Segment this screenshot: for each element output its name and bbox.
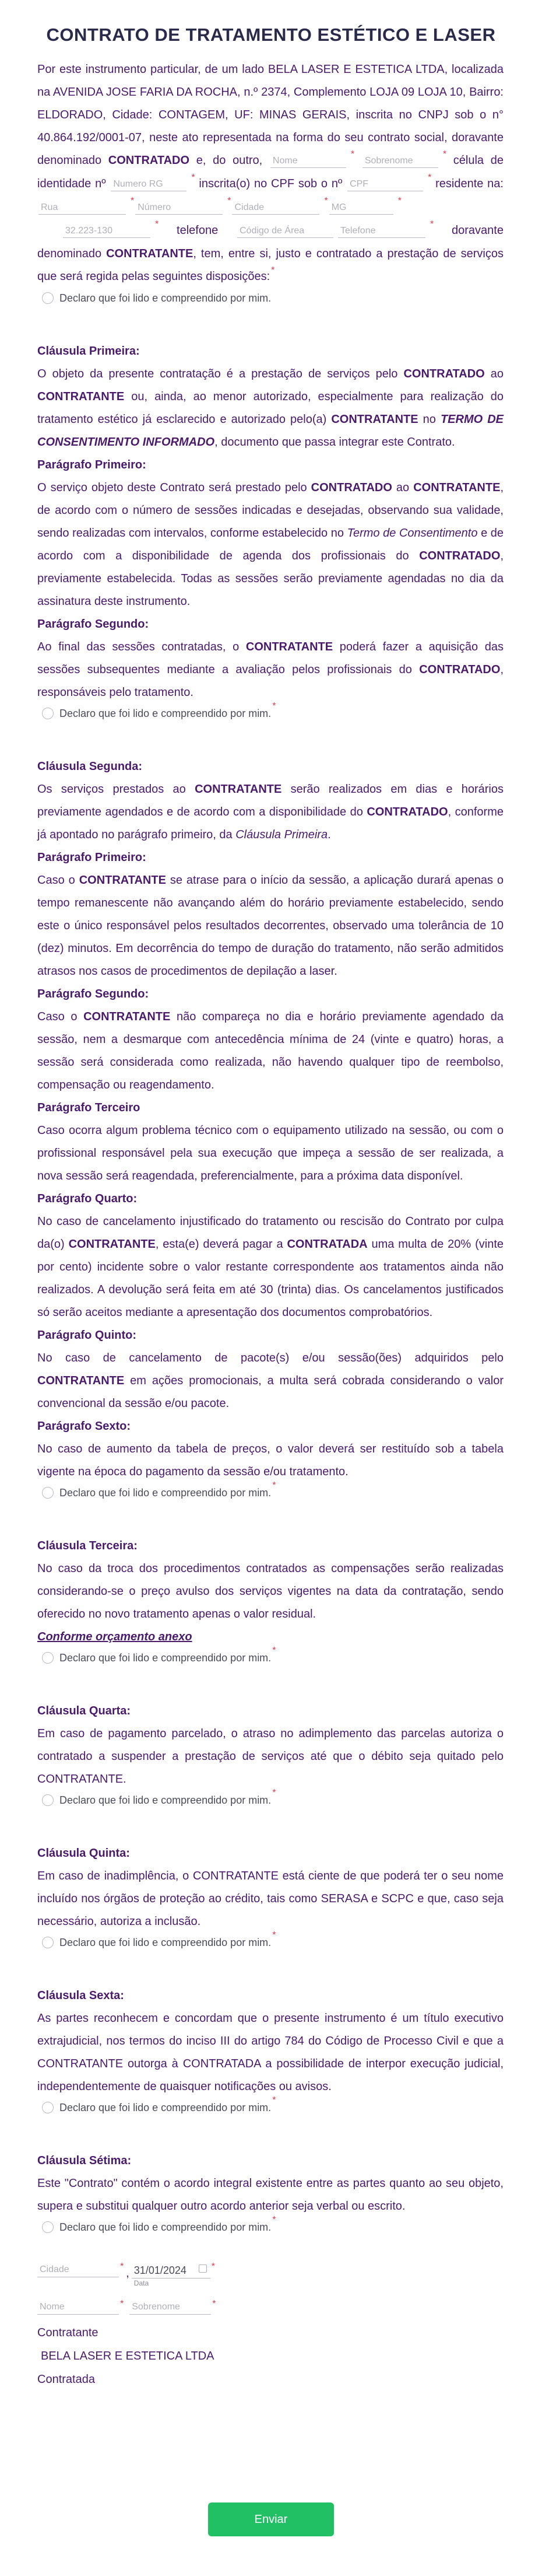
clause-5	[37, 1842, 504, 1951]
clause-7	[37, 2150, 504, 2235]
date-input[interactable]: 31/01/2024	[132, 2262, 210, 2278]
intro-text: célula de identidade nº	[37, 154, 504, 190]
date-label: Data	[133, 2279, 149, 2287]
check-radio[interactable]	[42, 2221, 54, 2233]
intro-text: residente na:	[431, 177, 504, 190]
paragraph-title: Parágrafo Terceiro	[37, 1101, 140, 1114]
check-radio[interactable]	[42, 1937, 54, 1948]
state-input[interactable]: MG	[329, 201, 393, 215]
check-radio[interactable]	[42, 708, 54, 719]
signature-block	[37, 2262, 504, 2390]
paragraph-title: Parágrafo Quinto:	[37, 1329, 137, 1342]
clause-text: O objeto da presente contratação é a prestação de serviços pelo CONTRATADO ao CONTRATANTE ou, ainda, ao menor autorizado, especialmente para realização do tratamento estético já esclarecido e autorizado pelo(a) CONTRATANTE no TERMO DE CONSENTIMENTO INFORMADO, documento que passa integrar este Contrato.	[37, 368, 504, 449]
zip-input[interactable]: 32.223-130	[63, 224, 150, 238]
check-radio[interactable]	[42, 1487, 54, 1499]
phone-input[interactable]: Telefone	[338, 224, 425, 238]
clause-title: Cláusula Terceira:	[37, 1539, 138, 1552]
submit-button[interactable]: Enviar	[208, 2502, 334, 2536]
paragraph-title: Parágrafo Segundo:	[37, 988, 149, 1000]
paragraph-title: Parágrafo Primeiro:	[37, 459, 146, 471]
check-clause-7[interactable]: Declaro que foi lido e compreendido por mim. *	[42, 2219, 504, 2235]
paragraph-text: Caso o CONTRATANTE não compareça no dia e horário previamente agendado da sessão, nem a desmarque com antecedência mínima de 24 (vinte e quatro) horas, a sessão será considerada como realizada, não havendo qualquer tipo de reembolso, compensação ou reagendamento.	[37, 1010, 504, 1091]
clause-3	[37, 1535, 504, 1666]
intro-text: doravante	[434, 224, 504, 237]
city-input[interactable]: Cidade	[232, 201, 319, 215]
contratada-label: Contratada	[37, 2373, 95, 2386]
paragraph-text: No caso de cancelamento de pacote(s) e/ou sessão(ões) adquiridos pelo CONTRATANTE em ações promocionais, a multa será cobrada considerando o valor convencional da sessão e/ou pacote.	[37, 1352, 504, 1410]
street-input[interactable]: Rua	[38, 201, 126, 215]
check-radio[interactable]	[42, 1652, 54, 1664]
check-clause-6[interactable]: Declaro que foi lido e compreendido por mim. *	[42, 2099, 504, 2116]
intro-text: Por este instrumento particular, de um lado BELA LASER E ESTETICA LTDA, localizada na AVENIDA JOSE FARIA DA ROCHA, n.º 2374, Complemento LOJA 09 LOJA 10, Bairro: ELDORADO, Cidade: CONTAGEM, UF: MINAS GERAIS, inscrita no CNPJ sob o n° 40.864.192/0001-07, neste ato representada na forma do seu contrato social, doravante denominado	[37, 63, 504, 167]
page-title: CONTRATO DE TRATAMENTO ESTÉTICO E LASER	[46, 24, 496, 45]
clause-title: Cláusula Primeira:	[37, 345, 140, 358]
intro-contratado: CONTRATADO	[108, 154, 190, 167]
clause-text: Em caso de pagamento parcelado, o atraso no adimplemento das parcelas autoriza o contratado a suspender a prestação de serviços até que o débito seja quitado pelo CONTRATANTE.	[37, 1727, 504, 1786]
contratante-name-row: Nome * Sobrenome *	[37, 2300, 504, 2322]
paragraph-text: No caso de aumento da tabela de preços, o valor deverá ser restituído sob a tabela vigente na época do pagamento da sessão e/ou tratamento.	[37, 1443, 504, 1478]
clause-title: Cláusula Quinta:	[37, 1847, 130, 1860]
paragraph-title: Parágrafo Segundo:	[37, 618, 149, 631]
sign-last-name-input[interactable]: Sobrenome	[129, 2300, 211, 2315]
paragraph-text: Ao final das sessões contratadas, o CONTRATANTE poderá fazer a aquisição das sessões subsequentes mediante a avaliação pelos profissionais do CONTRATADO, responsáveis pelo tratamento.	[37, 640, 504, 699]
clause-title: Cláusula Quarta:	[37, 1704, 131, 1717]
clause-2	[37, 755, 504, 1501]
first-name-input[interactable]: Nome	[270, 154, 346, 168]
check-radio[interactable]	[42, 1794, 54, 1806]
check-clause-5[interactable]: Declaro que foi lido e compreendido por mim. *	[42, 1934, 504, 1951]
paragraph-text: No caso de cancelamento injustificado do tratamento ou rescisão do Contrato por culpa da(o) CONTRATANTE, esta(e) deverá pagar a CONTRATADA uma multa de 20% (vinte por cento) incidente sobre o valor restante correspondente aos tratamentos ainda não realizados. A devolução será feita em até 30 (trinta) dias. Os cancelamentos justificados só serão aceitos mediante a apresentação dos documentos comprobatórios.	[37, 1215, 504, 1319]
check-radio[interactable]	[42, 292, 54, 304]
paragraph-text: O serviço objeto deste Contrato será prestado pelo CONTRATADO ao CONTRATANTE, de acordo com o número de sessões indicadas e desejadas, observando sua validade, sendo realizadas com intervalos, conforme estabelecido no Termo de Consentimento e de acordo com a disponibilidade de agenda dos profissionais do CONTRATADO, previamente estabelecida. Todas as sessões serão previamente agendadas no dia da assinatura deste instrumento.	[37, 481, 504, 608]
place-date-row: Cidade * , 31/01/2024 Data *	[37, 2262, 504, 2288]
check-clause-1[interactable]: Declaro que foi lido e compreendido por mim. *	[42, 705, 504, 722]
rg-input[interactable]: Numero RG	[111, 177, 186, 191]
contract-body	[37, 52, 504, 2390]
intro-text: telefone	[159, 224, 236, 237]
clause-title: Cláusula Sexta:	[37, 1989, 124, 2002]
check-clause-4[interactable]: Declaro que foi lido e compreendido por mim. *	[42, 1792, 504, 1808]
check-clause-3[interactable]: Declaro que foi lido e compreendido por mim. *	[42, 1650, 504, 1666]
paragraph-title: Parágrafo Quarto:	[37, 1192, 138, 1205]
clause-text: No caso da troca dos procedimentos contratados as compensações serão realizadas considerando-se o preço avulso dos serviços vigentes na data da contratação, sendo oferecido no novo tratamento apenas o valor residual.	[37, 1562, 504, 1620]
check-radio[interactable]	[42, 2102, 54, 2113]
budget-link[interactable]: Conforme orçamento anexo	[37, 1630, 192, 1643]
intro-paragraph: Por este instrumento particular, de um lado BELA LASER E ESTETICA LTDA, localizada na AVENIDA JOSE FARIA DA ROCHA, n.º 2374, Complemento LOJA 09 LOJA 10, Bairro: ELDORADO, Cidade: CONTAGEM, UF: MINAS GERAIS, inscrita no CNPJ sob o n° 40.864.192/0001-07, neste ato representada na forma do seu contrato social, doravante denominado CONTRATADO e, do outro, Nome* Sobrenome* célula de identidade nº Numero RG* inscrita(o) no CPF sob o nº CPF* residente na: Rua*Número*Cidade*MG* 32.223-130* telefone Código de Área Telefone* doravante denominado CONTRATANTE, tem, entre si, justo e contratado a prestação de serviços que será regida pelas seguintes disposições: *	[37, 63, 504, 283]
calendar-icon[interactable]	[199, 2264, 207, 2273]
intro-contratante: CONTRATANTE	[106, 247, 193, 260]
paragraph-text: Caso o CONTRATANTE se atrase para o início da sessão, a aplicação durará apenas o tempo remanescente não avançando além do horário previamente estabelecido, sendo este o único responsável pelos resultados decorrentes, observado uma tolerância de 10 (dez) minutos. Em decorrência do tempo de duração do tratamento, não serão admitidos atrasos nos casos de procedimentos de depilação a laser.	[37, 874, 504, 978]
number-input[interactable]: Número	[135, 201, 223, 215]
clause-6	[37, 1985, 504, 2116]
date-picker[interactable]	[132, 2262, 210, 2288]
intro-text: inscrita(o) no CPF sob o nº	[195, 177, 347, 190]
paragraph-title: Parágrafo Sexto:	[37, 1420, 131, 1433]
intro-text: e, do outro,	[189, 154, 269, 167]
cpf-input[interactable]: CPF	[347, 177, 423, 191]
intro-text: denominado	[37, 247, 107, 260]
intro-text: , tem, entre si, justo e contratado a prestação de serviços que será regida pelas seguintes disposições:	[37, 247, 504, 283]
contratante-label: Contratante	[37, 2326, 98, 2339]
clause-4	[37, 1700, 504, 1808]
check-clause-2[interactable]: Declaro que foi lido e compreendido por mim. *	[42, 1485, 504, 1501]
clause-text: Este "Contrato" contém o acordo integral existente entre as partes quanto ao seu objeto, supera e substitui qualquer outro acordo anterior seja verbal ou escrito.	[37, 2177, 504, 2213]
clause-1	[37, 340, 504, 722]
clause-title: Cláusula Sétima:	[37, 2154, 132, 2167]
last-name-input[interactable]: Sobrenome	[362, 154, 438, 168]
clause-text: Os serviços prestados ao CONTRATANTE serão realizados em dias e horários previamente agendados e de acordo com a disponibilidade do CONTRATADO, conforme já apontado no parágrafo primeiro, da Cláusula Primeira.	[37, 783, 504, 841]
clause-text: As partes reconhecem e concordam que o presente instrumento é um título executivo extrajudicial, nos termos do inciso III do artigo 784 do Código de Processo Civil e que a CONTRATANTE outorga à CONTRATADA a possibilidade de interpor execução judicial, independentemente de quaisquer notificações ou avisos.	[37, 2012, 504, 2093]
sign-city-input[interactable]: Cidade	[37, 2262, 119, 2277]
paragraph-title: Parágrafo Primeiro:	[37, 851, 146, 864]
area-code-input[interactable]: Código de Área	[237, 224, 333, 238]
check-intro[interactable]: Declaro que foi lido e compreendido por mim.	[42, 290, 504, 306]
clause-title: Cláusula Segunda:	[37, 760, 143, 773]
company-name: BELA LASER E ESTETICA LTDA	[41, 2350, 214, 2362]
sign-first-name-input[interactable]: Nome	[37, 2300, 119, 2315]
clause-text: Em caso de inadimplência, o CONTRATANTE está ciente de que poderá ter o seu nome incluído nos órgãos de proteção ao crédito, tais como SERASA e SCPC e que, caso seja necessário, autoriza a inclusão.	[37, 1870, 504, 1928]
paragraph-text: Caso ocorra algum problema técnico com o equipamento utilizado na sessão, ou com o profissional responsável pela sua execução que impeça a sessão de ser realizada, a nova sessão será reagendada, preferencialmente, para a próxima data disponível.	[37, 1124, 504, 1182]
